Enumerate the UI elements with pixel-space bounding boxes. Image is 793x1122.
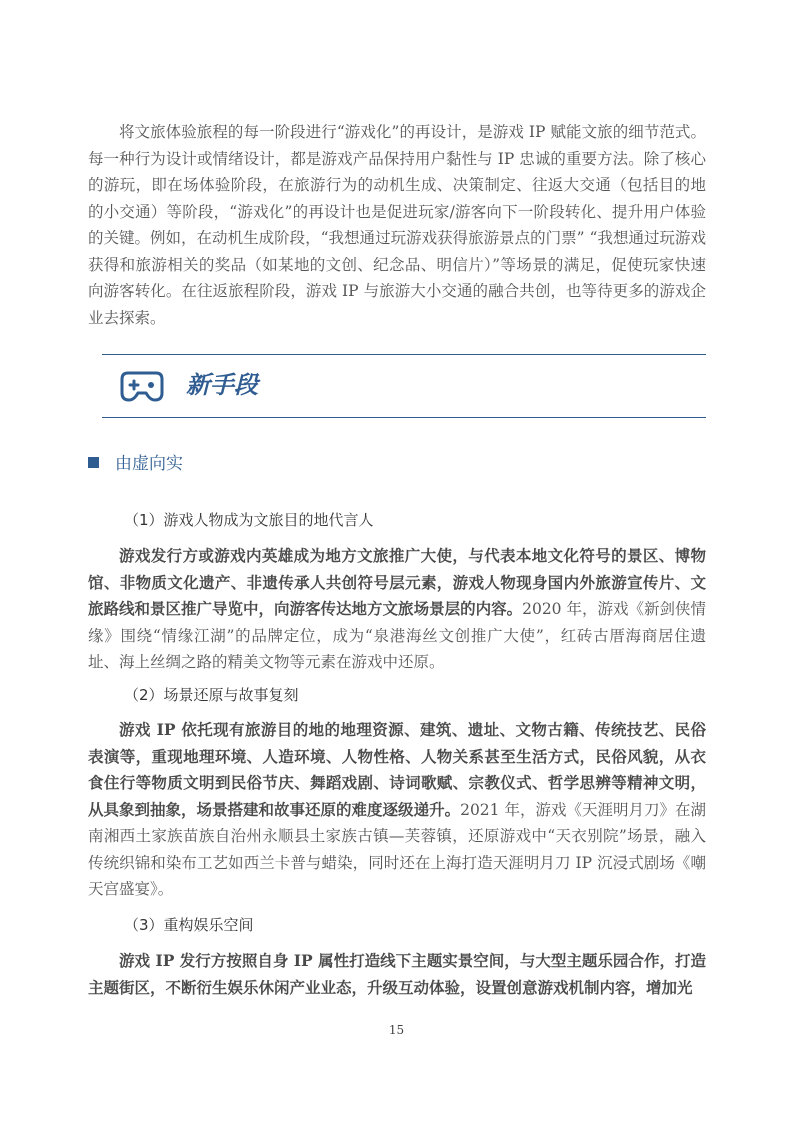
item-heading-1: （1）游戏人物成为文旅目的地代言人 (124, 511, 374, 529)
item-1-bold-text: 游戏发行方或游戏内英雄成为地方文旅推广大使，与代表本地文化符号的景区、博物馆、非物质文化遗产、非遗传承人共创符号层元素，游戏人物现身国内外旅游宣传片、文旅路线和景区推广导览中，向游客传达地方文旅场景层的内容。 (88, 546, 706, 618)
item-paragraph-1 (88, 543, 706, 676)
page-number: 15 (388, 1023, 405, 1037)
gamepad-icon (120, 367, 164, 403)
intro-paragraph: 将文旅体验旅程的每一阶段进行“游戏化”的再设计，是游戏 IP 赋能文旅的细节范式。每一种行为设计或情绪设计，都是游戏产品保持用户黏性与 IP 忠诚的重要方法。除了核心的游玩，即在场体验阶段，在旅游行为的动机生成、决策制定、往返大交通（包括目的地的小交通）等阶段，“游戏化”的再设计也是促进玩家/游客向下一阶段转化、提升用户体验的关键。例如，在动机生成阶段，“我想通过玩游戏获得旅游景点的门票” “我想通过玩游戏获得和旅游相关的奖品（如某地的文创、纪念品、明信片）”等场景的满足，促使玩家快速向游客转化。在往返旅程阶段，游戏 IP 与旅游大小交通的融合共创，也等待更多的游戏企业去探索。 (88, 123, 706, 327)
section-title: 新手段 (186, 371, 258, 399)
item-2-bold-text: 游戏 IP 依托现有旅游目的地的地理资源、建筑、遗址、文物古籍、传统技艺、民俗表演等，重现地理环境、人造环境、人物性格、人物关系甚至生活方式，民俗风貌，从衣食住行等物质文明到民俗节庆、舞蹈戏剧、诗词歌赋、宗教仪式、哲学思辨等精神文明，从具象到抽象，场景搭建和故事还原的难度逐级递升。 (88, 720, 706, 819)
square-bullet-icon (88, 457, 99, 468)
item-1-text: 2020 年，游戏《新剑侠情缘》围绕“情缘江湖”的品牌定位，成为“泉港海丝文创推广大使”，红砖古厝海商居住遗址、海上丝绸之路的精美文物等元素在游戏中还原。 (88, 600, 706, 671)
item-3-bold-text: 游戏 IP 发行方按照自身 IP 属性打造线下主题实景空间，与大型主题乐园合作，打造主题街区，不断衍生娱乐休闲产业业态，升级互动体验，设置创意游戏机制内容，增加光 (88, 951, 706, 997)
subsection-title: 由虚向实 (115, 454, 183, 474)
item-paragraph-3 (88, 948, 706, 1001)
item-paragraph-2 (88, 717, 706, 903)
item-heading-3: （3）重构娱乐空间 (124, 916, 254, 934)
item-heading-2: （2）场景还原与故事复刻 (124, 686, 299, 704)
subsection-heading (88, 451, 183, 477)
section-header (102, 354, 706, 418)
item-2-text: 2021 年，游戏《天涯明月刀》在湖南湘西土家族苗族自治州永顺县土家族古镇—芙蓉镇，还原游戏中“天衣别院”场景，融入传统织锦和染布工艺如西兰卡普与蜡染，同时还在上海打造天涯明月刀 IP 沉浸式剧场《嘲天宫盛宴》。 (88, 800, 706, 898)
